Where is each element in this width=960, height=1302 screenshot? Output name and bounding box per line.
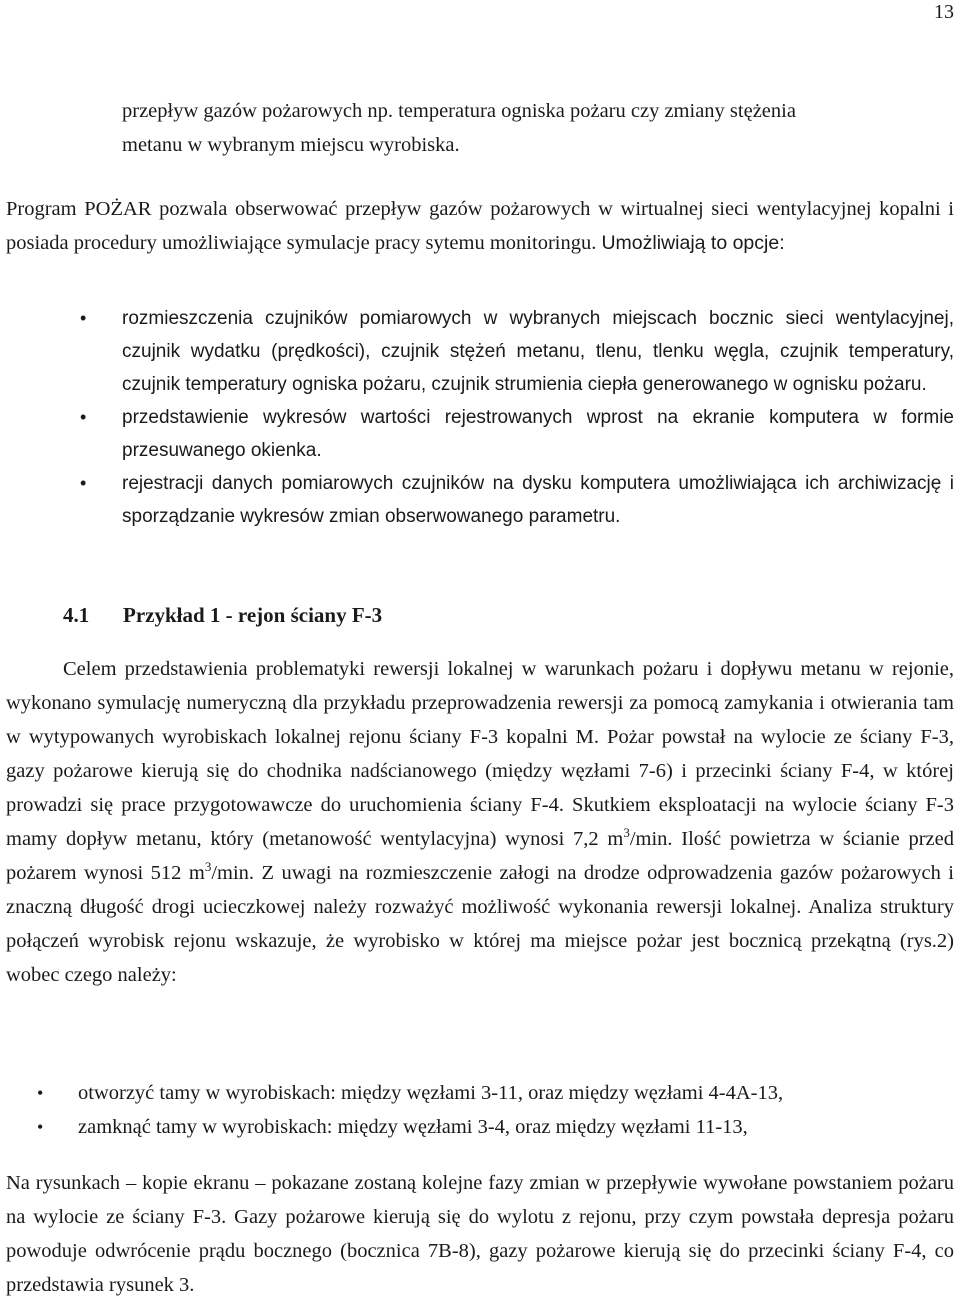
main-paragraph-part2: /min. Ilość powietrza w ścianie przed pożarem wynosi 512 m	[6, 828, 955, 884]
superscript: 3	[204, 859, 212, 875]
superscript: 3	[623, 825, 630, 841]
list-item	[0, 1110, 960, 1144]
section-title: Przykład 1 - rejon ściany F-3	[123, 603, 383, 627]
intro-paragraph	[6, 192, 954, 260]
section-heading	[63, 598, 382, 632]
list-item	[0, 1076, 960, 1110]
main-paragraph-part1: Celem przedstawienia problematyki rewersji lokalnej w warunkach pożaru i dopływu metanu w rejonie, wykonano symulację numeryczną dla przykładu przeprowadzenia rewersji za pomocą zamykania i otwierania tam w wytypowanych wyrobiskach lokalnej rejonu ściany F-3 kopalni M. Pożar powstał na wylocie ze ściany F-3, gazy pożarowe kierują się do chodnika nadścianowego (między węzłami 7-6) i przecinki ściany F-4, w której prowadzi się prace przygotowawcze do uruchomienia ściany F-4. Skutkiem eksploatacji na wylocie ściany F-3 mamy dopływ metanu, który (metanowość wentylacyjna) wynosi 7,2 m	[6, 658, 954, 850]
option-text: przedstawienie wykresów wartości rejestrowanych wprost na ekranie komputera w formie przesuwanego okienka.	[122, 407, 954, 461]
actions-list	[0, 1076, 960, 1144]
top-paragraph-line1: przepływ gazów pożarowych np. temperatura ogniska pożaru czy zmiany stężenia	[122, 100, 796, 122]
intro-serif-text: Program POŻAR pozwala obserwować przepływ gazów pożarowych w wirtualnej sieci wentylacyjnej kopalni i posiada procedury umożliwiające symulacje pracy sytemu monitoringu.	[6, 198, 954, 254]
bullet-icon: •	[80, 407, 87, 427]
main-paragraph-part3: /min. Z uwagi na rozmieszczenie załogi na drodze odprowadzenia gazów pożarowych i znaczną długość drogi ucieczkowej należy rozważyć możliwość wykonania rewersji lokalnej. Analiza struktury połączeń wyrobisk rejonu wskazuje, że wyrobisko w której ma miejsce pożar jest bocznicą przekątną (rys.2) wobec czego należy:	[6, 862, 955, 986]
bullet-icon: •	[80, 308, 87, 328]
main-paragraph	[6, 652, 954, 992]
bullet-icon: •	[80, 473, 87, 493]
list-item	[0, 401, 960, 467]
final-paragraph: Na rysunkach – kopie ekranu – pokazane zostaną kolejne fazy zmian w przepływie wywołane powstaniem pożaru na wylocie ze ściany F-3. Gazy pożarowe kierują się do wylotu z rejonu, przy czym powstała depresja pożaru powoduje odwrócenie prądu bocznego (bocznica 7B-8), gazy pożarowe kierują się do przecinki ściany F-4, co przedstawia rysunek 3.	[6, 1172, 954, 1296]
options-list	[0, 302, 960, 533]
top-paragraph	[122, 94, 954, 162]
bullet-icon: •	[37, 1083, 44, 1103]
option-text: rozmieszczenia czujników pomiarowych w wybranych miejscach bocznic sieci wentylacyjnej, czujnik wydatku (prędkości), czujnik stężeń metanu, tlenu, tlenku węgla, czujnik temperatury, czujnik temperatury ogniska pożaru, czujnik strumienia ciepła generowanego w ognisku pożaru.	[122, 308, 954, 395]
top-paragraph-line2: metanu w wybranym miejscu wyrobiska.	[122, 134, 460, 156]
list-item	[0, 467, 960, 533]
page-number: 13	[934, 1, 954, 23]
action-text: zamknąć tamy w wyrobiskach: między węzłami 3-4, oraz między węzłami 11-13,	[78, 1116, 748, 1138]
action-text: otworzyć tamy w wyrobiskach: między węzłami 3-11, oraz między węzłami 4-4A-13,	[78, 1082, 784, 1104]
intro-sans-text: Umożliwiają to opcje:	[601, 232, 785, 254]
option-text: rejestracji danych pomiarowych czujników na dysku komputera umożliwiająca ich archiwizację i sporządzanie wykresów zmian obserwowanego parametru.	[122, 473, 954, 527]
list-item	[0, 302, 960, 401]
bullet-icon: •	[37, 1117, 44, 1137]
section-number: 4.1	[63, 603, 90, 627]
